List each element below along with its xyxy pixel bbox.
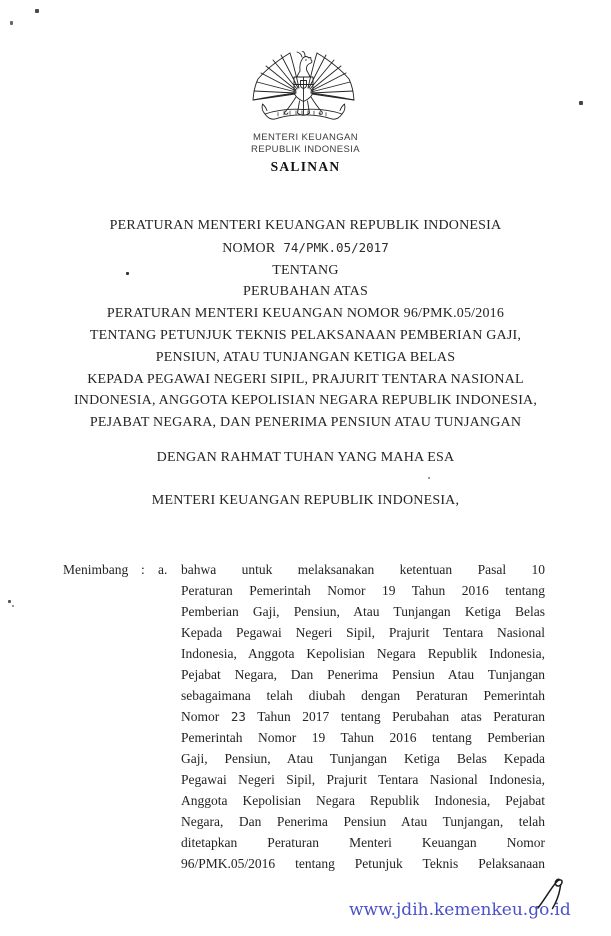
scan-speckle	[579, 101, 583, 105]
scan-speckle	[8, 600, 11, 603]
republic-name: REPUBLIK INDONESIA	[250, 144, 361, 155]
scan-speckle	[428, 477, 430, 479]
scan-speckle	[35, 9, 39, 13]
title-line: TENTANG	[272, 262, 339, 278]
body-line: Pemberian Gaji, Pensiun, Atau Tunjangan Ketiga Belas	[181, 604, 545, 619]
letterhead	[0, 132, 611, 156]
body-line: Peraturan Pemerintah Nomor 19 Tahun 2016 tentang	[181, 583, 545, 598]
left-wing	[253, 53, 299, 100]
scan-speckle	[12, 605, 14, 607]
title-line: KEPADA PEGAWAI NEGERI SIPIL, PRAJURIT TENTARA NASIONAL	[87, 371, 524, 387]
typewritten-number: 23	[230, 709, 246, 724]
title-line: PERATURAN MENTERI KEUANGAN NOMOR 96/PMK.05/2016	[106, 306, 505, 322]
considering-lines	[181, 559, 545, 874]
body-line: Anggota Kepolisian Negara Republik Indonesia, Pejabat	[181, 793, 545, 808]
nomor-value: 74/PMK.05/2017	[283, 239, 389, 255]
body-line: Gaji, Pensiun, Atau Tunjangan Ketiga Belas Kepada	[181, 751, 545, 766]
considering-colon: :	[141, 562, 145, 577]
body-line: Kepada Pegawai Negeri Sipil, Prajurit Tentara Nasional	[181, 625, 545, 640]
body-line: Indonesia, Anggota Kepolisian Negara Republik Indonesia,	[181, 646, 545, 661]
regulation-number-line	[0, 237, 611, 260]
title-line: PERUBAHAN ATAS	[243, 284, 368, 300]
title-lines	[0, 260, 611, 434]
considering-item-letter: a.	[158, 562, 168, 577]
title-line: INDONESIA, ANGGOTA KEPOLISIAN NEGARA REPUBLIK INDONESIA,	[73, 393, 538, 409]
title-line: PEJABAT NEGARA, DAN PENERIMA PENSIUN ATAU TUNJANGAN	[89, 415, 522, 431]
body-line: 96/PMK.05/2016 tentang Petunjuk Teknis Pelaksanaan	[181, 856, 545, 871]
body-line: ditetapkan Peraturan Menteri Keuangan Nomor	[181, 835, 545, 850]
body-line: Nomor 23 Tahun 2017 tentang Perubahan atas Peraturan	[181, 709, 545, 724]
title-line: TENTANG PETUNJUK TEKNIS PELAKSANAAN PEMBERIAN GAJI,	[89, 327, 522, 343]
body-line: Negara, Dan Penerima Pensiun Atau Tunjangan, telah	[181, 814, 545, 829]
garuda-pancasila-emblem-icon	[250, 51, 357, 125]
body-line: bahwa untuk melaksanakan ketentuan Pasal 10	[181, 562, 545, 577]
title-line: PERATURAN MENTERI KEUANGAN REPUBLIK INDONESIA	[109, 218, 502, 233]
considering-label: Menimbang	[63, 562, 129, 577]
scan-speckle	[10, 21, 13, 25]
nomor-label: NOMOR	[222, 240, 276, 256]
regulation-title-block	[0, 215, 611, 434]
body-line: Pegawai Negeri Sipil, Prajurit Tentara Nasional Indonesia,	[181, 772, 545, 787]
right-wing	[308, 53, 354, 100]
copy-stamp-label: SALINAN	[270, 159, 341, 174]
ministry-name: MENTERI KEUANGAN	[252, 132, 359, 143]
invocation-line: DENGAN RAHMAT TUHAN YANG MAHA ESA	[156, 450, 455, 465]
body-line: sebagaimana telah diubah dengan Peraturan Pemerintah	[181, 688, 545, 703]
body-line: Pemerintah Nomor 19 Tahun 2016 tentang Pemberian	[181, 730, 545, 745]
considering-section	[63, 559, 547, 874]
jdih-footer-url: www.jdih.kemenkeu.go.id	[349, 900, 571, 920]
handwritten-initial-icon	[536, 877, 568, 913]
body-line: Pejabat Negara, Dan Penerima Pensiun Atau Tunjangan	[181, 667, 545, 682]
authority-line: MENTERI KEUANGAN REPUBLIK INDONESIA,	[151, 493, 460, 508]
title-line: PENSIUN, ATAU TUNJANGAN KETIGA BELAS	[155, 349, 456, 365]
